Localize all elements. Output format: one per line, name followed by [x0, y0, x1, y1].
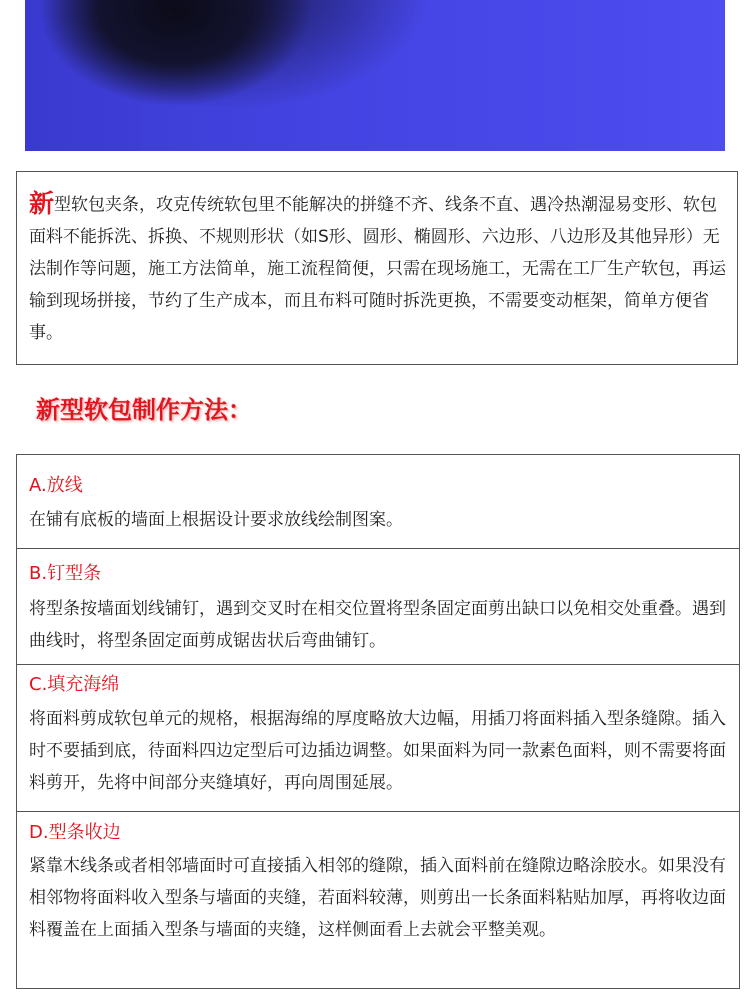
method-heading-c: C.填充海绵 [29, 674, 120, 695]
method-box-c [16, 664, 740, 812]
section-title: 新型软包制作方法： [36, 396, 252, 424]
method-box-a [16, 454, 740, 549]
intro-box [16, 171, 738, 365]
method-heading-a: A.放线 [29, 475, 83, 496]
method-body-c: 将面料剪成软包单元的规格，根据海绵的厚度略放大边幅，用插刀将面料插入型条缝隙。插入时不要插到底，待面料四边定型后可边插边调整。如果面料为同一款素色面料，则不需要将面料剪开，先将中间部分夹缝填好，再向周围延展。 [29, 709, 726, 793]
method-body-d: 紧靠木线条或者相邻墙面时可直接插入相邻的缝隙，插入面料前在缝隙边略涂胶水。如果没有相邻物将面料收入型条与墙面的夹缝，若面料较薄，则剪出一长条面料粘贴加厚，再将收边面料覆盖在上面插入型条与墙面的夹缝，这样侧面看上去就会平整美观。 [29, 856, 726, 940]
method-heading-b: B.钉型条 [29, 563, 102, 584]
hero-image [25, 0, 725, 151]
intro-lead-char: 新 [29, 189, 55, 218]
method-box-b [16, 548, 740, 665]
intro-paragraph [29, 188, 729, 349]
method-body-a: 在铺有底板的墙面上根据设计要求放线绘制图案。 [29, 510, 403, 530]
method-heading-d: D.型条收边 [29, 822, 121, 843]
method-box-d [16, 811, 740, 989]
method-body-b: 将型条按墙面划线铺钉，遇到交叉时在相交位置将型条固定面剪出缺口以免相交处重叠。遇到曲线时，将型条固定面剪成锯齿状后弯曲铺钉。 [29, 599, 726, 651]
intro-text: 型软包夹条，攻克传统软包里不能解决的拼缝不齐、线条不直、遇冷热潮湿易变形、软包面料不能拆洗、拆换、不规则形状（如S形、圆形、椭圆形、六边形、八边形及其他异形）无法制作等问题，施工方法简单，施工流程简便，只需在现场施工，无需在工厂生产软包，再运输到现场拼接，节约了生产成本，而且布料可随时拆洗更换，不需要变动框架，简单方便省事。 [29, 195, 726, 343]
